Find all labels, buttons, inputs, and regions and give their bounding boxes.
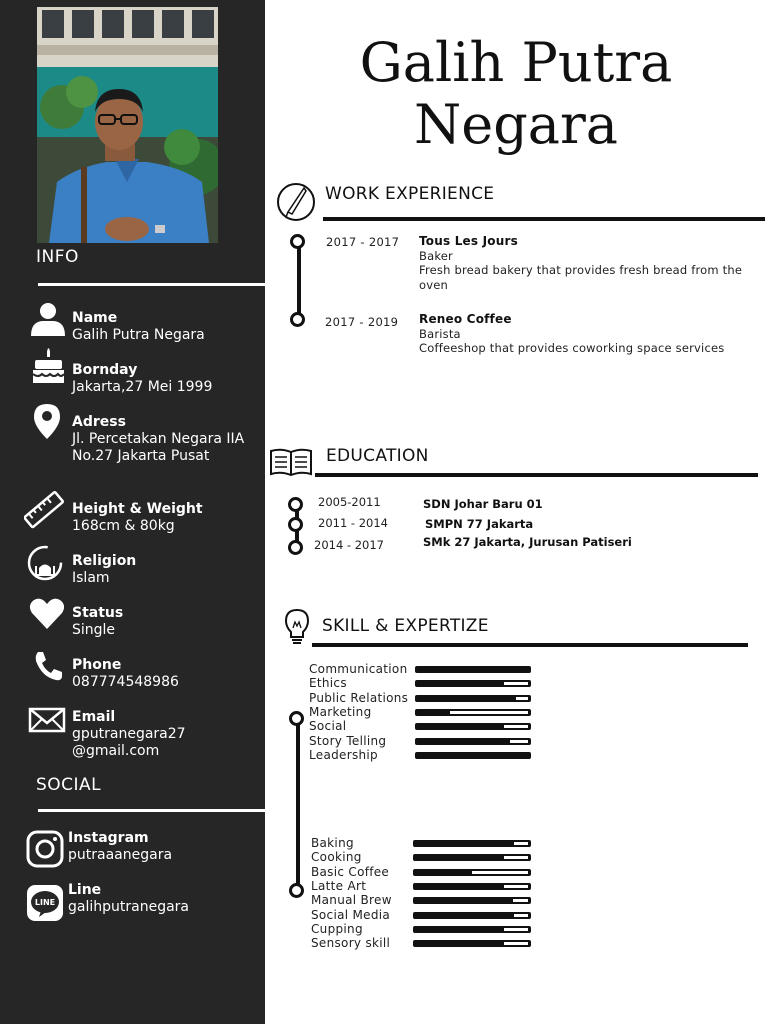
skill-bar	[415, 752, 531, 759]
location-pin-icon	[32, 402, 72, 442]
info-address-line1: Jl. Percetakan Negara IIA	[72, 431, 245, 447]
info-bornday-value: Jakarta,27 Mei 1999	[72, 379, 213, 395]
info-email-label: Email	[72, 709, 116, 725]
skill-bar	[413, 897, 531, 904]
skill-bar	[413, 940, 531, 947]
info-title: INFO	[36, 247, 79, 267]
skill-bar	[413, 869, 531, 876]
book-icon	[269, 447, 313, 477]
skill-bar-remaining	[504, 682, 528, 685]
work-role: Baker	[419, 248, 453, 263]
line-app-icon[interactable]	[26, 884, 66, 924]
info-address	[72, 414, 244, 465]
info-email	[72, 709, 186, 760]
education-years: 2005-2011	[318, 495, 381, 509]
work-timeline	[297, 240, 301, 320]
skill-bar-remaining	[504, 725, 528, 728]
info-religion-value: Islam	[72, 570, 110, 586]
info-name-value: Galih Putra Negara	[72, 327, 205, 343]
social-divider	[38, 809, 265, 812]
skill-bar	[413, 883, 531, 890]
work-dot	[290, 234, 305, 249]
skill-label: Cupping	[311, 921, 363, 936]
skill-label: Latte Art	[311, 878, 367, 893]
skill-bar-remaining	[510, 740, 528, 743]
skill-bar-remaining	[504, 885, 528, 888]
skills-dot	[289, 883, 304, 898]
info-status-label: Status	[72, 605, 124, 621]
work-dot	[290, 312, 305, 327]
skill-bar	[415, 723, 531, 730]
cake-icon	[30, 348, 70, 388]
envelope-icon	[28, 700, 68, 740]
skill-label: Manual Brew	[311, 893, 392, 908]
work-desc: Coffeeshop that provides coworking space services	[419, 341, 725, 355]
work-item	[419, 312, 764, 356]
mosque-icon	[26, 544, 66, 584]
social-line-value: galihputranegara	[68, 899, 189, 915]
heart-icon	[28, 595, 68, 635]
skill-label: Sensory skill	[311, 936, 391, 951]
work-place: Tous Les Jours	[419, 234, 518, 248]
skill-bar-remaining	[504, 928, 528, 931]
person-icon	[28, 300, 68, 340]
work-experience-divider	[323, 217, 765, 221]
skill-label: Cooking	[311, 850, 362, 865]
info-religion-label: Religion	[72, 553, 137, 569]
skill-label: Story Telling	[309, 733, 387, 748]
skill-label: Social Media	[311, 907, 391, 922]
info-phone	[72, 657, 179, 691]
info-address-label: Adress	[72, 414, 126, 430]
education-divider	[315, 473, 758, 477]
info-status-value: Single	[72, 622, 116, 638]
info-height-weight-label: Height & Weight	[72, 501, 203, 517]
skill-label: Leadership	[309, 747, 378, 762]
page-title	[290, 32, 742, 156]
skill-label: Marketing	[309, 704, 372, 719]
info-height-weight-value: 168cm & 80kg	[72, 518, 175, 534]
work-years: 2017 - 2017	[326, 235, 400, 249]
instagram-icon[interactable]	[26, 830, 66, 870]
name-line1: Galih Putra	[359, 31, 673, 94]
education-school: SMPN 77 Jakarta	[425, 517, 534, 531]
skill-bar	[413, 840, 531, 847]
skill-bar	[415, 666, 531, 673]
skill-bar	[415, 709, 531, 716]
skill-bar	[413, 912, 531, 919]
education-years: 2011 - 2014	[318, 516, 388, 530]
info-status	[72, 605, 123, 639]
work-place: Reneo Coffee	[419, 312, 512, 326]
skill-bar-remaining	[516, 697, 528, 700]
social-title: SOCIAL	[36, 775, 102, 795]
skill-label: Communication	[309, 662, 408, 676]
education-title: EDUCATION	[326, 446, 429, 466]
info-bornday	[72, 362, 212, 396]
education-years: 2014 - 2017	[314, 538, 384, 552]
work-desc: Fresh bread bakery that provides fresh bread from the oven	[419, 263, 743, 292]
skill-bar-remaining	[514, 914, 528, 917]
info-phone-value: 087774548986	[72, 674, 179, 690]
skill-bar-remaining	[514, 842, 528, 845]
skill-bar	[413, 854, 531, 861]
skill-bar-remaining	[504, 942, 528, 945]
skill-label: Baking	[311, 836, 354, 850]
skill-bar	[413, 926, 531, 933]
skill-bar-remaining	[472, 871, 528, 874]
social-line-label: Line	[68, 882, 102, 898]
work-experience-title: WORK EXPERIENCE	[325, 184, 495, 204]
skill-bar-remaining	[513, 899, 528, 902]
social-instagram-label: Instagram	[68, 830, 149, 846]
education-school: SMk 27 Jakarta, Jurusan Patiseri	[423, 535, 632, 549]
line-icon-text: LINE	[34, 898, 56, 907]
info-name-label: Name	[72, 310, 118, 326]
work-years: 2017 - 2019	[325, 315, 399, 329]
compass-icon	[276, 182, 316, 222]
info-divider	[38, 283, 265, 286]
skill-bar-remaining	[504, 856, 528, 859]
skill-label: Social	[309, 719, 347, 734]
info-name	[72, 310, 205, 344]
work-role: Barista	[419, 326, 461, 341]
skill-label: Ethics	[309, 676, 347, 691]
skills-divider	[312, 643, 748, 647]
info-email-line2: @gmail.com	[72, 743, 160, 759]
phone-icon	[30, 648, 70, 688]
education-dot	[288, 540, 303, 555]
info-address-line2: No.27 Jakarta Pusat	[72, 448, 210, 464]
social-instagram[interactable]	[68, 830, 172, 864]
info-email-line1: gputranegara27	[72, 726, 186, 742]
profile-photo	[37, 7, 218, 243]
skill-label: Public Relations	[309, 690, 409, 705]
skill-bar	[415, 738, 531, 745]
skill-bar	[415, 695, 531, 702]
skill-label: Basic Coffee	[311, 864, 390, 879]
skills-timeline	[296, 718, 300, 890]
info-bornday-label: Bornday	[72, 362, 138, 378]
skill-bar-remaining	[450, 711, 528, 714]
social-line[interactable]	[68, 882, 189, 916]
education-dot	[288, 497, 303, 512]
info-phone-label: Phone	[72, 657, 122, 673]
work-item	[419, 234, 764, 292]
education-dot	[288, 517, 303, 532]
skills-title: SKILL & EXPERTIZE	[322, 616, 489, 636]
skill-bar	[415, 680, 531, 687]
sidebar	[0, 0, 265, 1024]
lightbulb-icon	[283, 608, 311, 648]
skills-dot	[289, 711, 304, 726]
info-height-weight	[72, 501, 203, 535]
name-line2: Negara	[414, 93, 618, 156]
education-school: SDN Johar Baru 01	[423, 497, 543, 511]
ruler-icon	[24, 490, 64, 530]
social-instagram-value: putraaanegara	[68, 847, 173, 863]
info-religion	[72, 553, 136, 587]
